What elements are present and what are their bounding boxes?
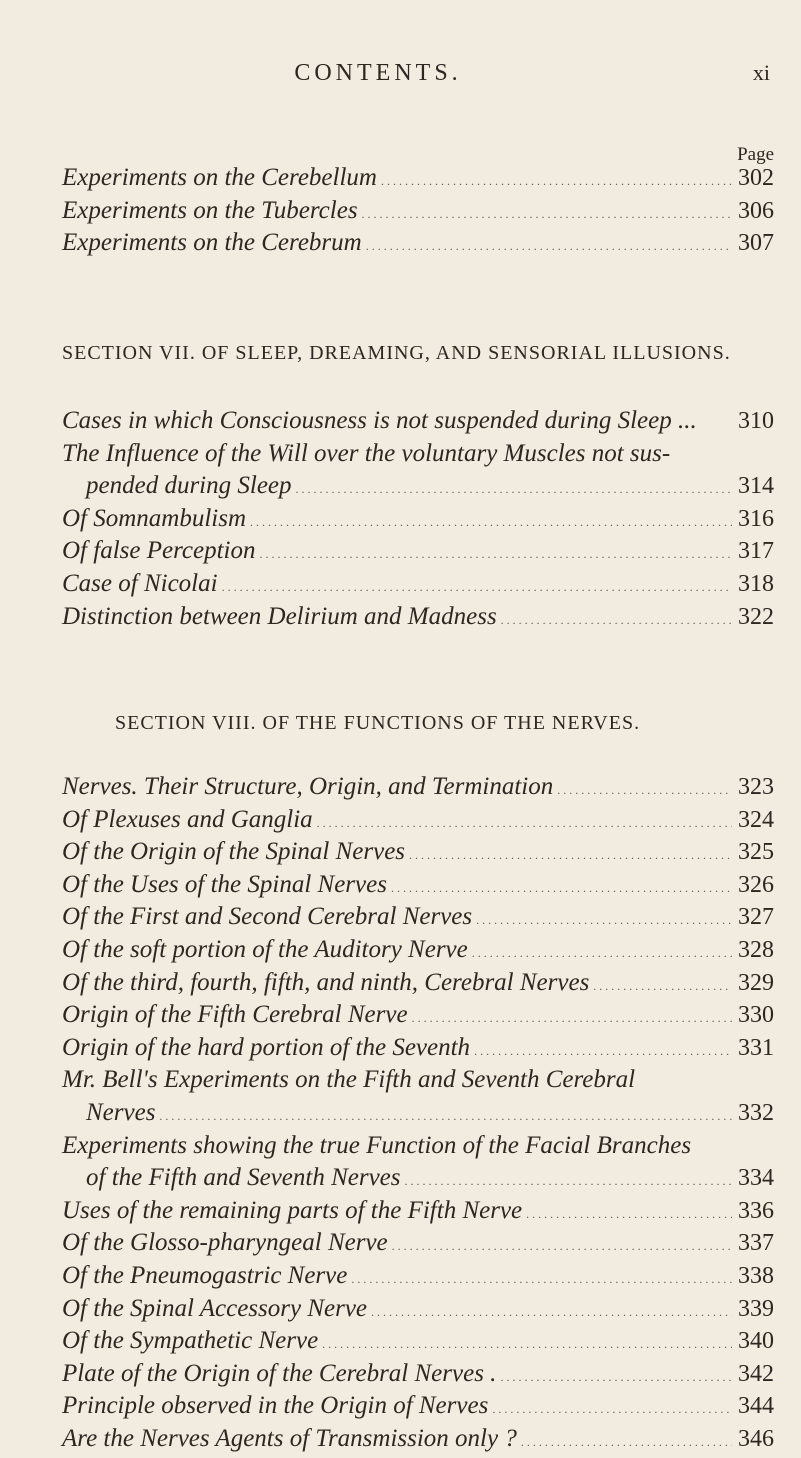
leader-dots xyxy=(472,904,732,937)
leader-dots xyxy=(522,1198,732,1231)
entry-page: 346 xyxy=(738,1425,774,1452)
leader-dots xyxy=(401,1165,732,1198)
entry-page: 332 xyxy=(738,1099,774,1126)
section-heading: SECTION VII. OF SLEEP, DREAMING, AND SENSORIAL ILLUSIONS. xyxy=(62,342,731,364)
toc-entry xyxy=(62,1293,774,1326)
entry-page: 310 xyxy=(738,408,774,434)
entry-title: Uses of the remaining parts of the Fifth Nerve xyxy=(62,1196,523,1224)
entry-title: Principle observed in the Origin of Nerves xyxy=(62,1392,489,1420)
entry-title: Of the Spinal Accessory Nerve xyxy=(62,1294,368,1322)
entry-title: Origin of the hard portion of the Seventh xyxy=(62,1033,471,1061)
entry-title: Are the Nerves Agents of Transmission only ? xyxy=(62,1424,517,1452)
leader-dots xyxy=(377,165,732,198)
toc-entry xyxy=(62,1227,774,1260)
leader-dots xyxy=(496,1361,732,1394)
toc-entry xyxy=(62,503,774,536)
toc-entry xyxy=(62,1032,774,1065)
entry-title: Origin of the Fifth Cerebral Nerve xyxy=(62,1001,408,1029)
entry-page: 336 xyxy=(738,1197,774,1224)
entry-page: 331 xyxy=(738,1034,774,1061)
entry-page: 328 xyxy=(738,936,774,963)
leader-dots xyxy=(218,571,732,604)
entry-page: 323 xyxy=(738,774,774,800)
entry-page: 316 xyxy=(738,505,774,532)
toc-entry xyxy=(62,836,774,869)
toc-entry xyxy=(62,1423,774,1456)
entry-title: Experiments on the Cerebellum xyxy=(62,164,377,191)
leader-dots xyxy=(358,198,732,231)
entry-page: 317 xyxy=(738,538,774,565)
toc-entry xyxy=(62,195,774,228)
toc-entry xyxy=(62,535,774,568)
leader-dots xyxy=(405,839,732,872)
leader-dots xyxy=(246,506,732,539)
entry-title: Of the Pneumogastric Nerve xyxy=(62,1261,348,1289)
toc-entry xyxy=(62,438,774,471)
toc-entry xyxy=(62,1195,774,1228)
toc-entry xyxy=(62,1358,774,1391)
entry-page: 342 xyxy=(738,1360,774,1387)
toc-entry xyxy=(62,470,774,503)
toc-entry xyxy=(62,162,774,195)
toc-entry xyxy=(62,568,774,601)
leader-dots xyxy=(292,473,732,506)
entry-title: Mr. Bell's Experiments on the Fifth and Seventh Cerebral xyxy=(62,1066,636,1094)
entry-page: 330 xyxy=(738,1002,774,1029)
entry-title: Experiments showing the true Function of the Facial Branches xyxy=(62,1131,692,1159)
entry-title: Plate of the Origin of the Cerebral Nerves . xyxy=(62,1359,497,1387)
entry-title: Nerves xyxy=(86,1098,156,1126)
entry-page: 340 xyxy=(738,1328,774,1355)
entry-page: 338 xyxy=(738,1262,774,1289)
entry-page: 334 xyxy=(738,1165,774,1192)
entry-title: Of false Perception xyxy=(62,537,256,565)
leader-dots xyxy=(517,1426,732,1458)
leader-dots xyxy=(408,1002,732,1035)
entry-page: 322 xyxy=(738,603,774,630)
entry-title: Of the soft portion of the Auditory Nerve xyxy=(62,935,468,963)
leader-dots xyxy=(362,230,732,263)
toc-entry xyxy=(62,999,774,1032)
leader-dots xyxy=(497,604,732,637)
entry-page: 314 xyxy=(738,473,774,500)
running-head xyxy=(0,60,801,100)
leader-dots xyxy=(488,1393,732,1426)
entry-page: 344 xyxy=(738,1393,774,1420)
entry-title: Of the third, fourth, fifth, and ninth, Cerebral Nerves xyxy=(62,968,590,996)
toc-entry xyxy=(62,967,774,1000)
entry-title: Experiments on the Cerebrum xyxy=(62,229,362,257)
leader-dots xyxy=(255,538,732,571)
entry-title: Of the Sympathetic Nerve xyxy=(62,1327,319,1355)
toc-entry xyxy=(62,1130,774,1163)
entry-title: Experiments on the Tubercles xyxy=(62,196,358,224)
page-column-label: Page xyxy=(737,144,774,165)
entry-title: Nerves. Their Structure, Origin, and Termination xyxy=(62,773,554,800)
leader-dots xyxy=(388,1230,732,1263)
leader-dots xyxy=(367,1296,732,1329)
leader-dots xyxy=(468,937,732,970)
leader-dots xyxy=(318,1328,732,1361)
toc-entry xyxy=(62,1390,774,1423)
toc-entry xyxy=(62,771,774,804)
entry-page: 324 xyxy=(738,806,774,833)
leader-dots xyxy=(470,1035,732,1068)
entry-title: Of Somnambulism xyxy=(62,504,247,532)
leader-dots xyxy=(387,872,732,905)
toc-entry xyxy=(62,869,774,902)
leader-dots xyxy=(313,807,732,840)
toc-entry xyxy=(62,601,774,634)
entry-title: The Influence of the Will over the voluntary Muscles not sus- xyxy=(62,439,671,467)
page-folio: xi xyxy=(752,60,770,85)
entry-page: 327 xyxy=(738,904,774,931)
section-heading: SECTION VIII. OF THE FUNCTIONS OF THE NERVES. xyxy=(115,712,641,734)
leader-dots xyxy=(553,774,732,807)
entry-title: of the Fifth and Seventh Nerves xyxy=(86,1164,401,1192)
entry-page: 307 xyxy=(738,230,774,257)
toc-entry xyxy=(62,1325,774,1358)
entry-title: Distinction between Delirium and Madness xyxy=(62,602,497,630)
entry-page: 306 xyxy=(738,197,774,224)
section-8-entries xyxy=(62,771,774,1455)
toc-entry xyxy=(62,1162,774,1195)
entry-page: 326 xyxy=(738,871,774,898)
leader-dots xyxy=(589,970,732,1003)
top-entries xyxy=(62,162,774,260)
leader-dots xyxy=(155,1100,732,1133)
entry-title: Cases in which Consciousness is not suspended during Sleep ... xyxy=(62,407,697,434)
section-7-entries xyxy=(62,405,774,633)
toc-entry xyxy=(62,901,774,934)
leader-dots xyxy=(347,1263,732,1296)
entry-title: Of Plexuses and Ganglia xyxy=(62,805,313,833)
entry-title: pended during Sleep xyxy=(86,472,292,500)
toc-entry xyxy=(62,405,774,438)
entry-page: 329 xyxy=(738,969,774,996)
entry-page: 318 xyxy=(738,570,774,597)
page-title: CONTENTS. xyxy=(294,60,462,86)
entry-page: 337 xyxy=(738,1230,774,1257)
entry-page: 302 xyxy=(738,165,774,191)
entry-page: 325 xyxy=(738,839,774,866)
entry-title: Case of Nicolai xyxy=(62,569,218,597)
entry-title: Of the Uses of the Spinal Nerves xyxy=(62,870,387,898)
toc-entry xyxy=(62,227,774,260)
toc-entry xyxy=(62,934,774,967)
toc-entry xyxy=(62,1097,774,1130)
entry-title: Of the Glosso-pharyngeal Nerve xyxy=(62,1229,388,1257)
toc-entry xyxy=(62,1260,774,1293)
toc-entry xyxy=(62,1064,774,1097)
entry-title: Of the First and Second Cerebral Nerves xyxy=(62,903,473,931)
entry-title: Of the Origin of the Spinal Nerves xyxy=(62,838,406,866)
entry-page: 339 xyxy=(738,1295,774,1322)
toc-entry xyxy=(62,804,774,837)
